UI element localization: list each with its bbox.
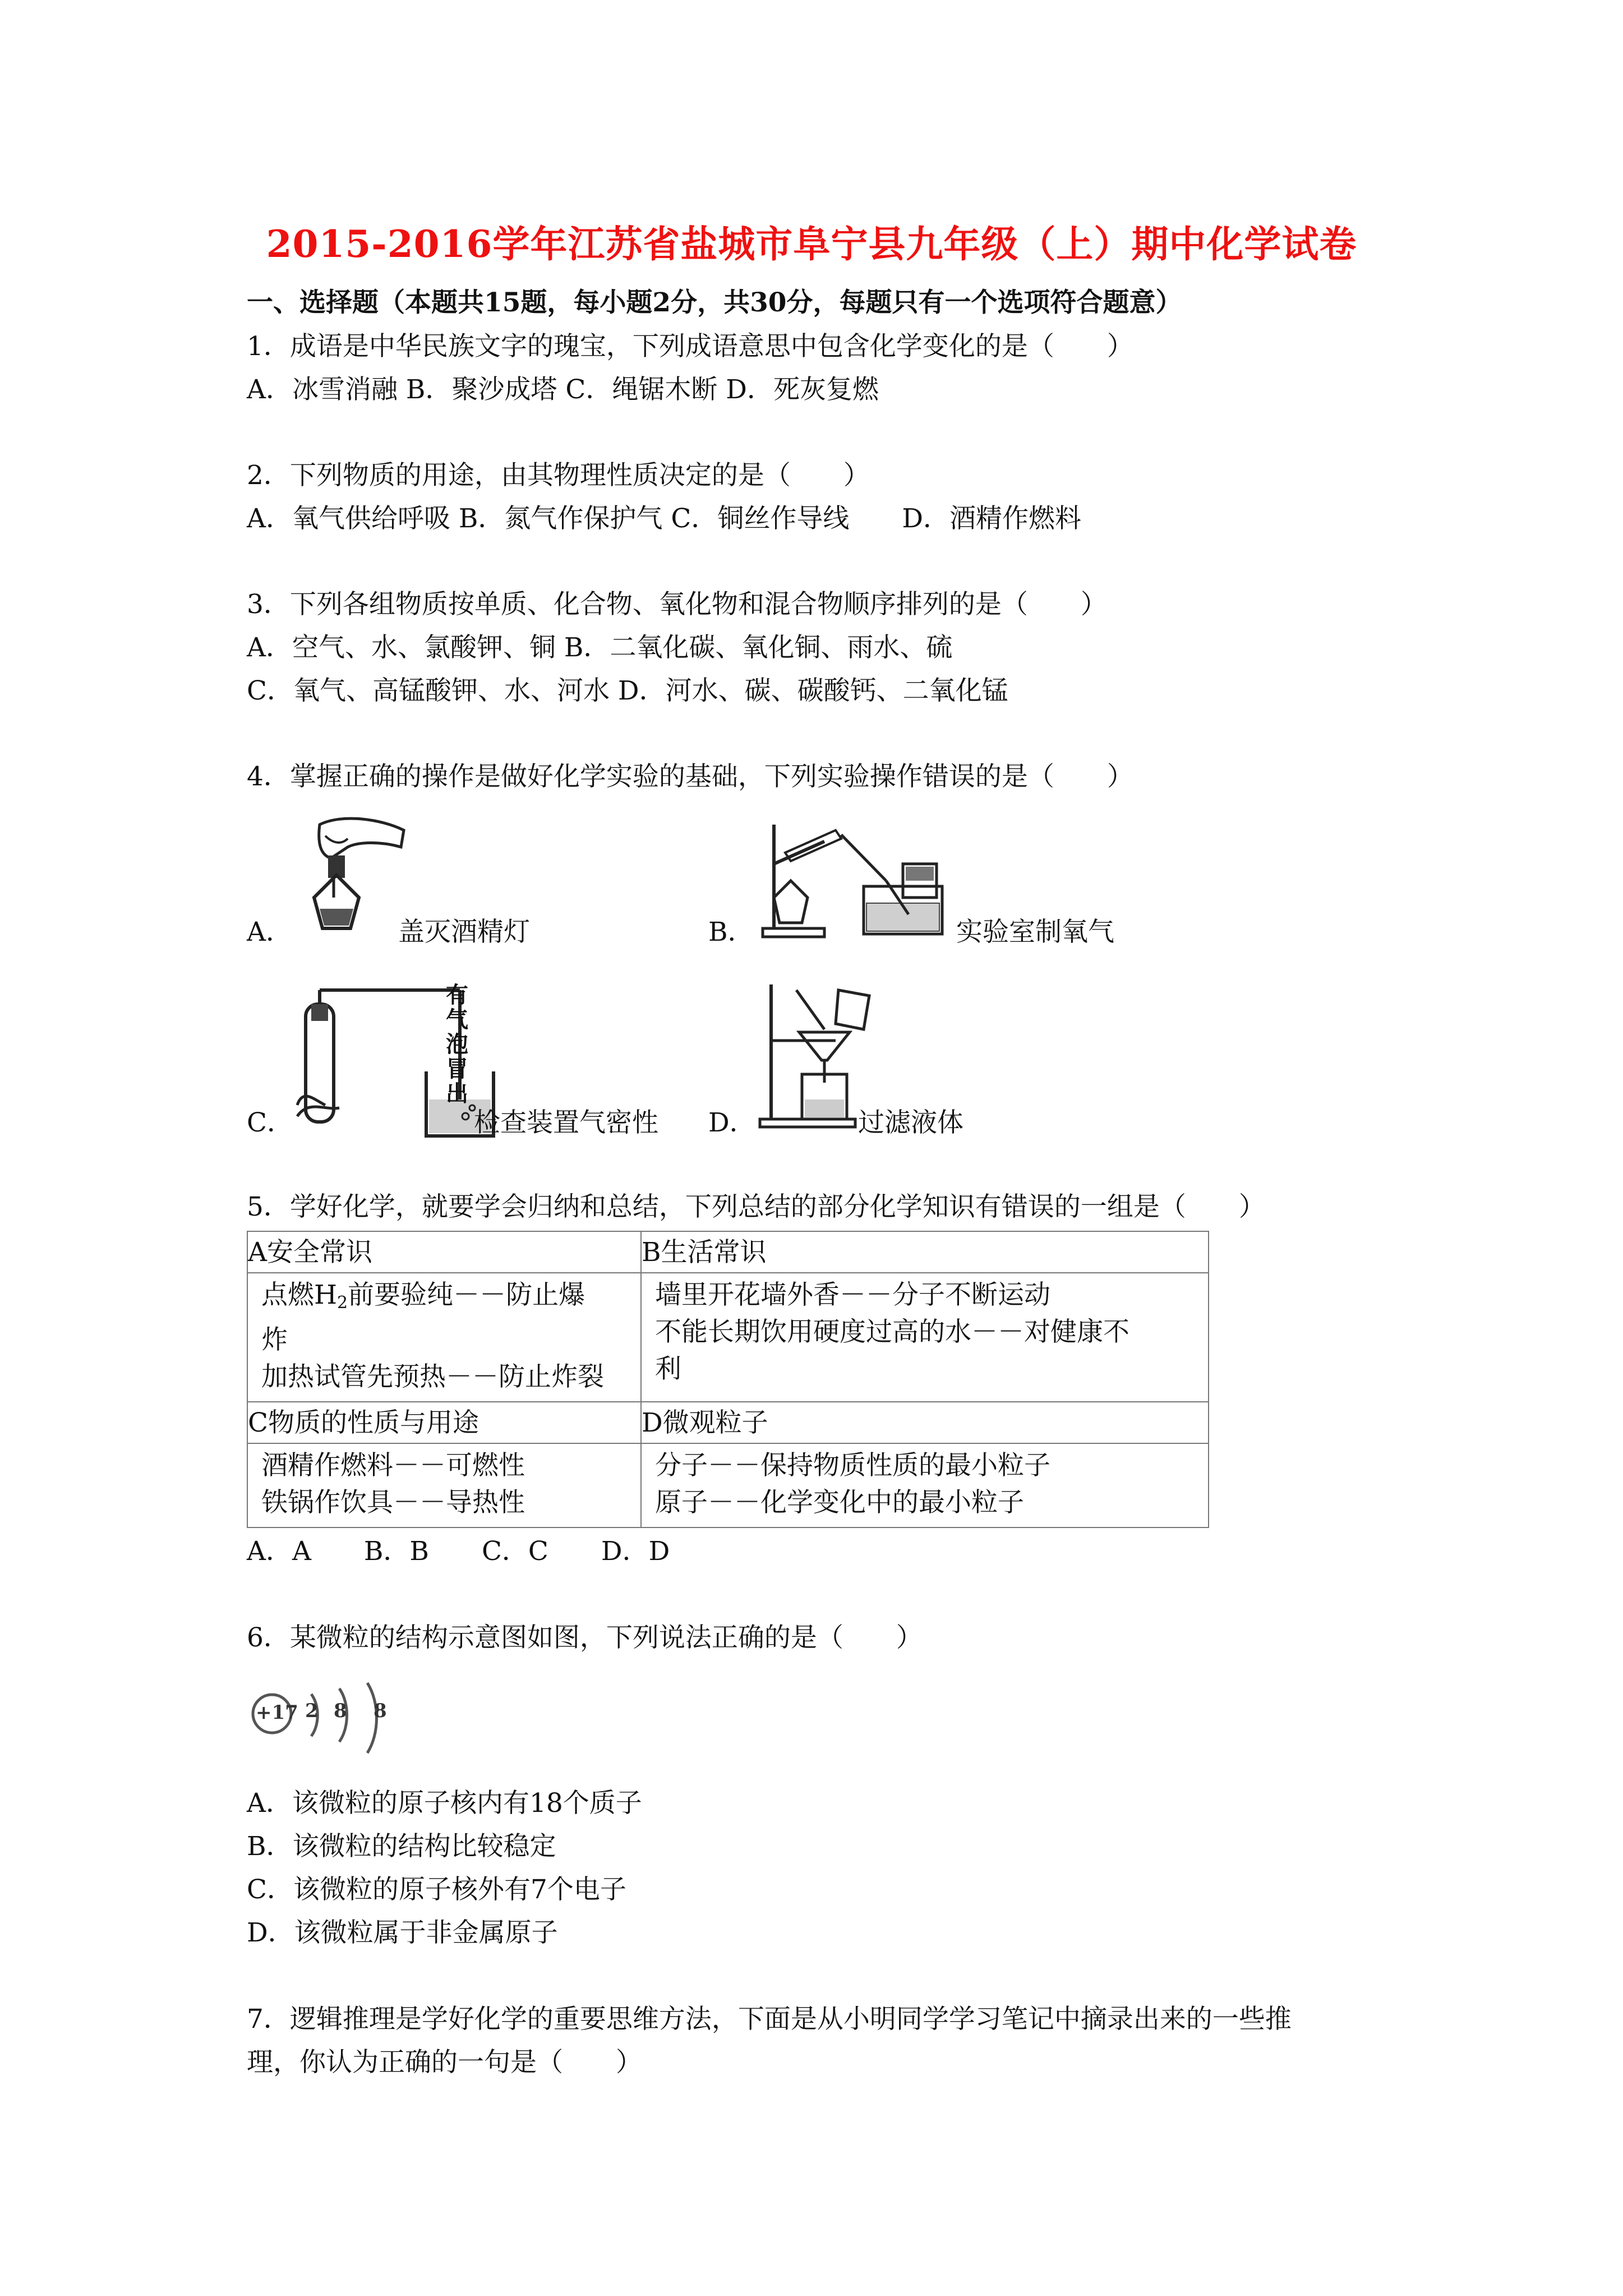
shell-2-count: 8 [334,1700,347,1722]
cell-b-head [641,1231,1209,1273]
figure-oxygen-apparatus [751,813,953,942]
question-7-line2: 理，你认为正确的一句是（ ） [247,2047,642,2078]
question-3-options-line1: A．空气、水、氯酸钾、铜 B．二氧化碳、氧化铜、雨水、硫 [247,632,953,663]
nucleus-charge: +17 [256,1701,298,1724]
cell-d-head-text: D微观粒子 [642,1407,768,1438]
question-2-stem: 2．下列物质的用途，由其物理性质决定的是（ ） [247,460,870,491]
question-6-stem: 6．某微粒的结构示意图如图，下列说法正确的是（ ） [247,1622,923,1653]
option-c-letter: C． [247,1107,293,1138]
question-2-options: A．氧气供给呼吸 B．氮气作保护气 C．铜丝作导线 D．酒精作燃料 [247,503,1082,534]
option-d-letter: D． [708,1107,756,1138]
cell-a-head-text: A安全常识 [248,1237,372,1268]
figure-c-label: 有气泡冒出 [446,982,468,1107]
option-a-letter: A． [247,917,292,947]
question-4-stem: 4．掌握正确的操作是做好化学实验的基础，下列实验操作错误的是（ ） [247,761,1133,792]
cell-d-line1: 分子－－保持物质性质的最小粒子 [655,1450,1050,1481]
option-d-text: 过滤液体 [858,1107,963,1138]
question-6-option-a: A．该微粒的原子核内有18个质子 [247,1788,642,1819]
cell-c-head-text: C物质的性质与用途 [248,1407,479,1438]
cell-b-line1: 墙里开花墙外香－－分子不断运动 [655,1280,1050,1310]
cell-c-head [247,1402,641,1443]
question-1-options: A．冰雪消融 B．聚沙成塔 C．绳锯木断 D．死灰复燃 [247,374,879,405]
cell-b-line3: 利 [655,1354,681,1384]
cell-b-head-text: B生活常识 [642,1237,767,1268]
question-5-options: A．A B．B C．C D．D [247,1536,670,1567]
cell-d-body [641,1443,1209,1527]
cell-a-body [247,1273,641,1402]
option-c-text: 检查装置气密性 [474,1107,658,1138]
question-6-option-d: D．该微粒属于非金属原子 [247,1917,558,1948]
option-b-text: 实验室制氧气 [956,917,1114,947]
cell-b-body [641,1273,1209,1402]
question-7-line1: 7．逻辑推理是学好化学的重要思维方法，下面是从小明同学学习笔记中摘录出来的一些推 [247,2004,1292,2035]
option-a-text: 盖灭酒精灯 [398,917,530,947]
cell-d-line2: 原子－－化学变化中的最小粒子 [655,1487,1024,1518]
question-5-stem: 5．学好化学，就要学会归纳和总结，下列总结的部分化学知识有错误的一组是（ ） [247,1191,1265,1222]
question-3-stem: 3．下列各组物质按单质、化合物、氧化物和混合物顺序排列的是（ ） [247,589,1107,620]
cell-d-head [641,1402,1209,1443]
cell-b-line2: 不能长期饮用硬度过高的水－－对健康不 [655,1317,1129,1347]
shell-1-count: 2 [305,1700,319,1722]
option-b-letter: B． [708,917,754,947]
cell-a-head [247,1231,641,1273]
figure-alcohol-lamp [280,813,409,942]
question-6-option-c: C．该微粒的原子核外有7个电子 [247,1874,626,1905]
question-1-stem: 1．成语是中华民族文字的瑰宝，下列成语意思中包含化学变化的是（ ） [247,331,1133,362]
cell-c-body [247,1443,641,1527]
question-3-options-line2: C．氧气、高锰酸钾、水、河水 D．河水、碳、碳酸钙、二氧化锰 [247,675,1008,706]
knowledge-table [247,1231,1209,1528]
shell-3-count: 8 [374,1700,387,1722]
cell-c-line1: 酒精作燃料－－可燃性 [261,1450,525,1481]
cell-c-line2: 铁锅作饮具－－导热性 [261,1487,525,1518]
page-title: 2015-2016学年江苏省盐城市阜宁县九年级（上）期中化学试卷 [266,222,1357,266]
cell-a-line1: 点燃$H_2$前要验纯－－防止爆 [261,1280,585,1313]
cell-a-line2: 炸 [261,1324,288,1355]
question-6-option-b: B．该微粒的结构比较稳定 [247,1831,556,1862]
section-heading: 一、选择题（本题共15题，每小题2分，共30分，每题只有一个选项符合题意） [247,287,1182,318]
cell-a-line3: 加热试管先预热－－防止炸裂 [261,1361,604,1392]
